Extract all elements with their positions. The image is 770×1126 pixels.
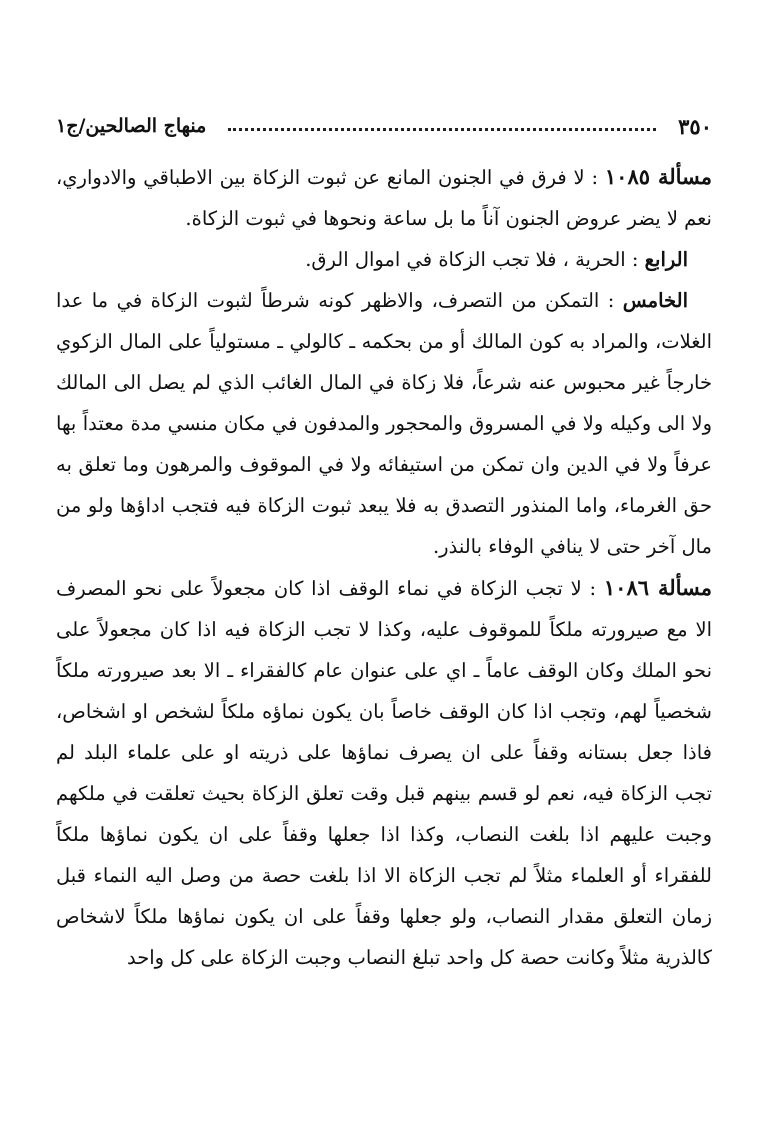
book-title: منهاج الصالحين/ج١ bbox=[56, 115, 207, 137]
page-number: ٣٥٠ bbox=[678, 113, 712, 139]
issue-1086-text: : لا تجب الزكاة في نماء الوقف اذا كان مجعولاً على نحو المصرف الا مع صيرورته ملكاً للموقوف عليه، وكذا لا تجب الزكاة فيه اذا كان مجعولاً على نحو الملك وكان الوقف عاماً ـ اي على عنوان عام كالفقراء ـ الا بعد صيرورته ملكاً شخصياً لهم، وتجب اذا كان الوقف خاصاً بان يكون نماؤه ملكاً لشخص او اشخاص، فاذا جعل بستانه وقفاً على ان يصرف نماؤها على ذريته او على علماء البلد لم تجب الزكاة فيه، نعم لو قسم بينهم قبل وقت تعلق الزكاة بحيث تعلقت في ملكهم وجبت عليهم اذا بلغت النصاب، وكذا اذا جعلها وقفاً على ان يكون نماؤها ملكاً للفقراء أو العلماء مثلاً لم تجب الزكاة الا اذا بلغت حصة من وصل اليه النماء قبل زمان التعلق مقدار النصاب، ولو جعلها وقفاً على ان يكون نماؤها ملكاً لاشخاص كالذرية مثلاً وكانت حصة كل واحد تبلغ النصاب وجبت الزكاة على كل واحد bbox=[56, 577, 712, 969]
condition-fourth-text: : الحرية ، فلا تجب الزكاة في اموال الرق. bbox=[305, 248, 639, 271]
condition-fourth-paragraph bbox=[56, 239, 712, 280]
issue-1085-label: مسألة ١٠٨٥ bbox=[604, 164, 713, 189]
condition-fourth-label: الرابع bbox=[644, 248, 688, 271]
issue-1086-paragraph bbox=[56, 567, 712, 978]
header-dotted-leader bbox=[228, 128, 656, 131]
body-text bbox=[56, 156, 712, 978]
condition-fifth-paragraph bbox=[56, 280, 712, 567]
issue-1085-paragraph bbox=[56, 156, 712, 239]
condition-fifth-text: : التمكن من التصرف، والاظهر كونه شرطاً لثبوت الزكاة في ما عدا الغلات، والمراد به كون المالك أو من بحكمه ـ كالولي ـ مستولياً على المال الزكوي خارجاً غير محبوس عنه شرعاً، فلا زكاة في المال الغائب الذي لم يصل الى المالك ولا الى وكيله ولا في المسروق والمحجور والمدفون في مكان منسي مدة معتداً بها عرفاً ولا في الدين وان تمكن من استيفائه ولا في الموقوف والمرهون وما تعلق به حق الغرماء، واما المنذور التصدق به فلا يبعد ثبوت الزكاة فيه فتجب اداؤها ولو من مال آخر حتى لا ينافي الوفاء بالنذر. bbox=[56, 289, 712, 558]
running-head bbox=[56, 112, 712, 140]
condition-fifth-label: الخامس bbox=[622, 289, 688, 312]
issue-1085-text: : لا فرق في الجنون المانع عن ثبوت الزكاة بين الاطباقي والادواري، نعم لا يضر عروض الجنون آناً ما بل ساعة ونحوها في ثبوت الزكاة. bbox=[56, 166, 712, 230]
issue-1086-label: مسألة ١٠٨٦ bbox=[603, 575, 712, 600]
